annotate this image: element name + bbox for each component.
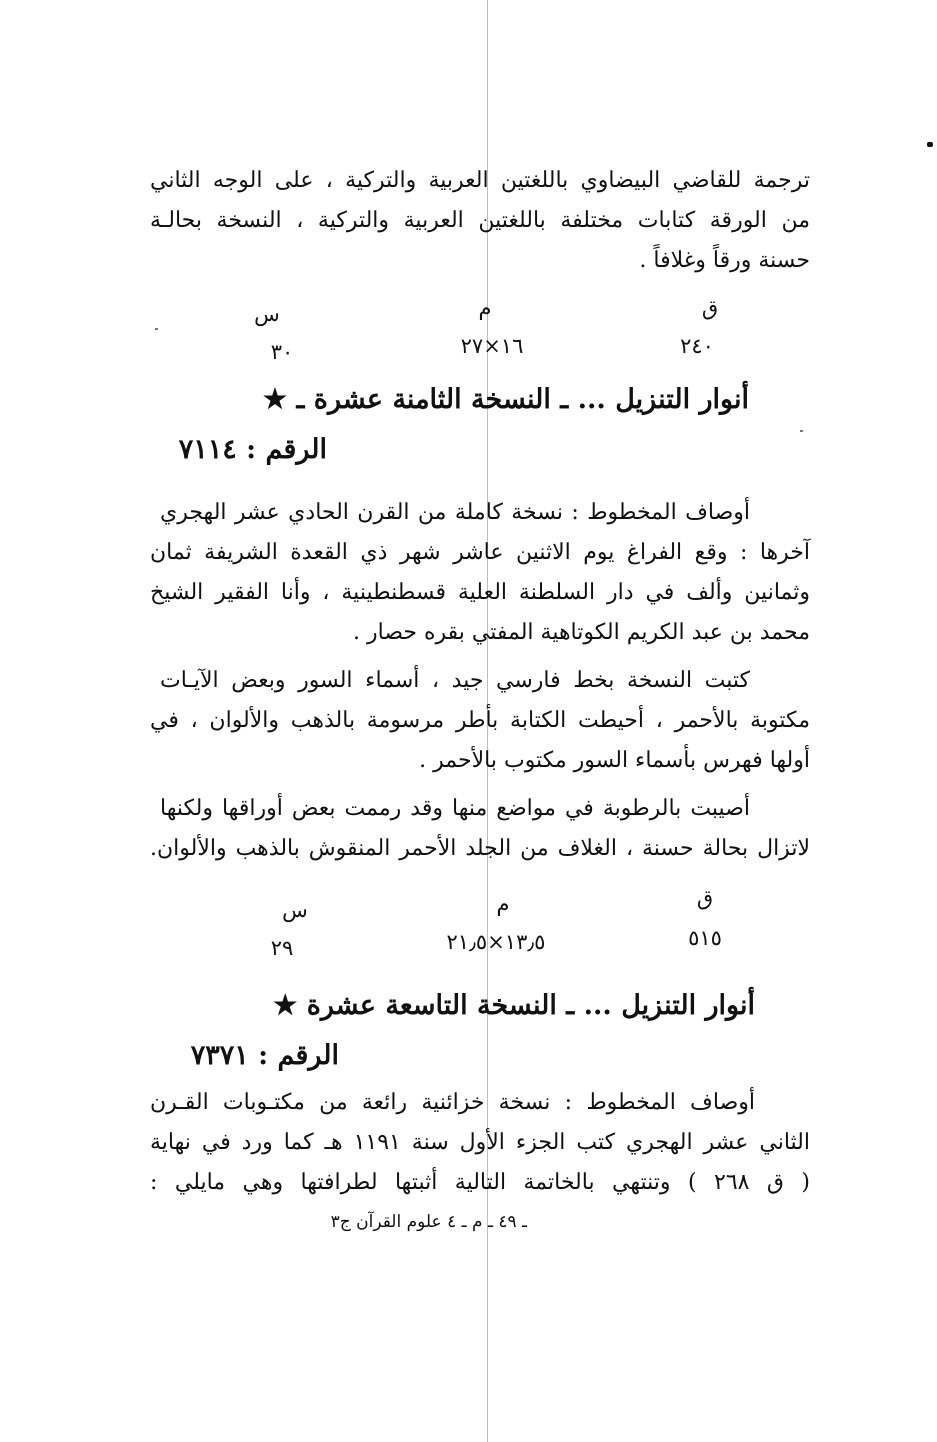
pages-value: ٥١٥	[688, 926, 722, 950]
text-line: ( ق ٢٦٨ ) وتنتهي بالخاتمة التالية أثبتها لطرافتها وهي مايلي :	[150, 1170, 811, 1195]
pages-label: ق	[696, 886, 714, 910]
text-line: محمد بن عبد الكريم الكوتاهية المفتي بقره حصار .	[353, 620, 810, 645]
text-line: لاتزال بحالة حسنة ، الغلاف من الجلد الأحمر المنقوش بالذهب والألوان.	[150, 836, 810, 861]
size-label: م	[496, 892, 510, 916]
size-value: ١٦×٢٧	[460, 334, 524, 358]
pages-label: ق	[701, 296, 719, 320]
section-heading: أنوار التنزيل ... ـ النسخة الثامنة عشرة ـ ★	[262, 384, 749, 415]
text-line: وثمانين وألف في دار السلطنة العلية قسطنطينية ، وأنا الفقير الشيخ	[150, 580, 810, 605]
text-line: أوصاف المخطوط : نسخة كاملة من القرن الحادي عشر الهجري	[160, 500, 750, 525]
lines-value: ٣٠	[270, 340, 294, 364]
margin-mark	[927, 142, 933, 147]
size-label: م	[478, 296, 492, 320]
lines-label: س	[254, 302, 280, 326]
text-line: أوصاف المخطوط : نسخة خزائنية رائعة من مكتـوبات القـرن	[150, 1090, 755, 1115]
text-line: الثاني عشر الهجري كتب الجزء الأول سنة ١١٩١ هـ كما ورد في نهاية	[150, 1130, 810, 1155]
pages-value: ٢٤٠	[680, 334, 714, 358]
ink-speck	[800, 430, 803, 432]
ink-speck	[155, 328, 158, 330]
text-line: آخرها : وقع الفراغ يوم الاثنين عاشر شهر ذي القعدة الشريفة ثمان	[150, 540, 810, 565]
text-line: من الورقة كتابات مختلفة باللغتين العربية والتركية ، النسخة بحالـة	[150, 208, 810, 233]
text-line: حسنة ورقاً وغلافاً .	[639, 248, 810, 273]
page-footer: ـ ٤٩ ـ م ـ ٤ علوم القرآن ج٣	[330, 1212, 527, 1232]
lines-label: س	[282, 898, 308, 922]
text-line: مكتوبة بالأحمر ، أحيطت الكتابة بأطر مرسومة بالذهب والألوان ، في	[150, 708, 810, 733]
text-line: ترجمة للقاضي البيضاوي باللغتين العربية والتركية ، على الوجه الثاني	[150, 168, 810, 193]
section-heading: أنوار التنزيل ... ـ النسخة التاسعة عشرة ★	[273, 990, 755, 1021]
manuscript-number: الرقم : ٧٣٧١	[190, 1040, 339, 1071]
text-line: أصيبت بالرطوبة في مواضع منها وقد رممت بعض أوراقها ولكنها	[160, 796, 750, 821]
size-value: ١٣٫٥×٢١٫٥	[446, 930, 546, 954]
text-line: أولها فهرس بأسماء السور مكتوب بالأحمر .	[419, 748, 810, 773]
lines-value: ٢٩	[270, 936, 294, 960]
text-line: كتبت النسخة بخط فارسي جيد ، أسماء السور وبعض الآيـات	[160, 668, 750, 693]
manuscript-number: الرقم : ٧١١٤	[178, 434, 327, 465]
